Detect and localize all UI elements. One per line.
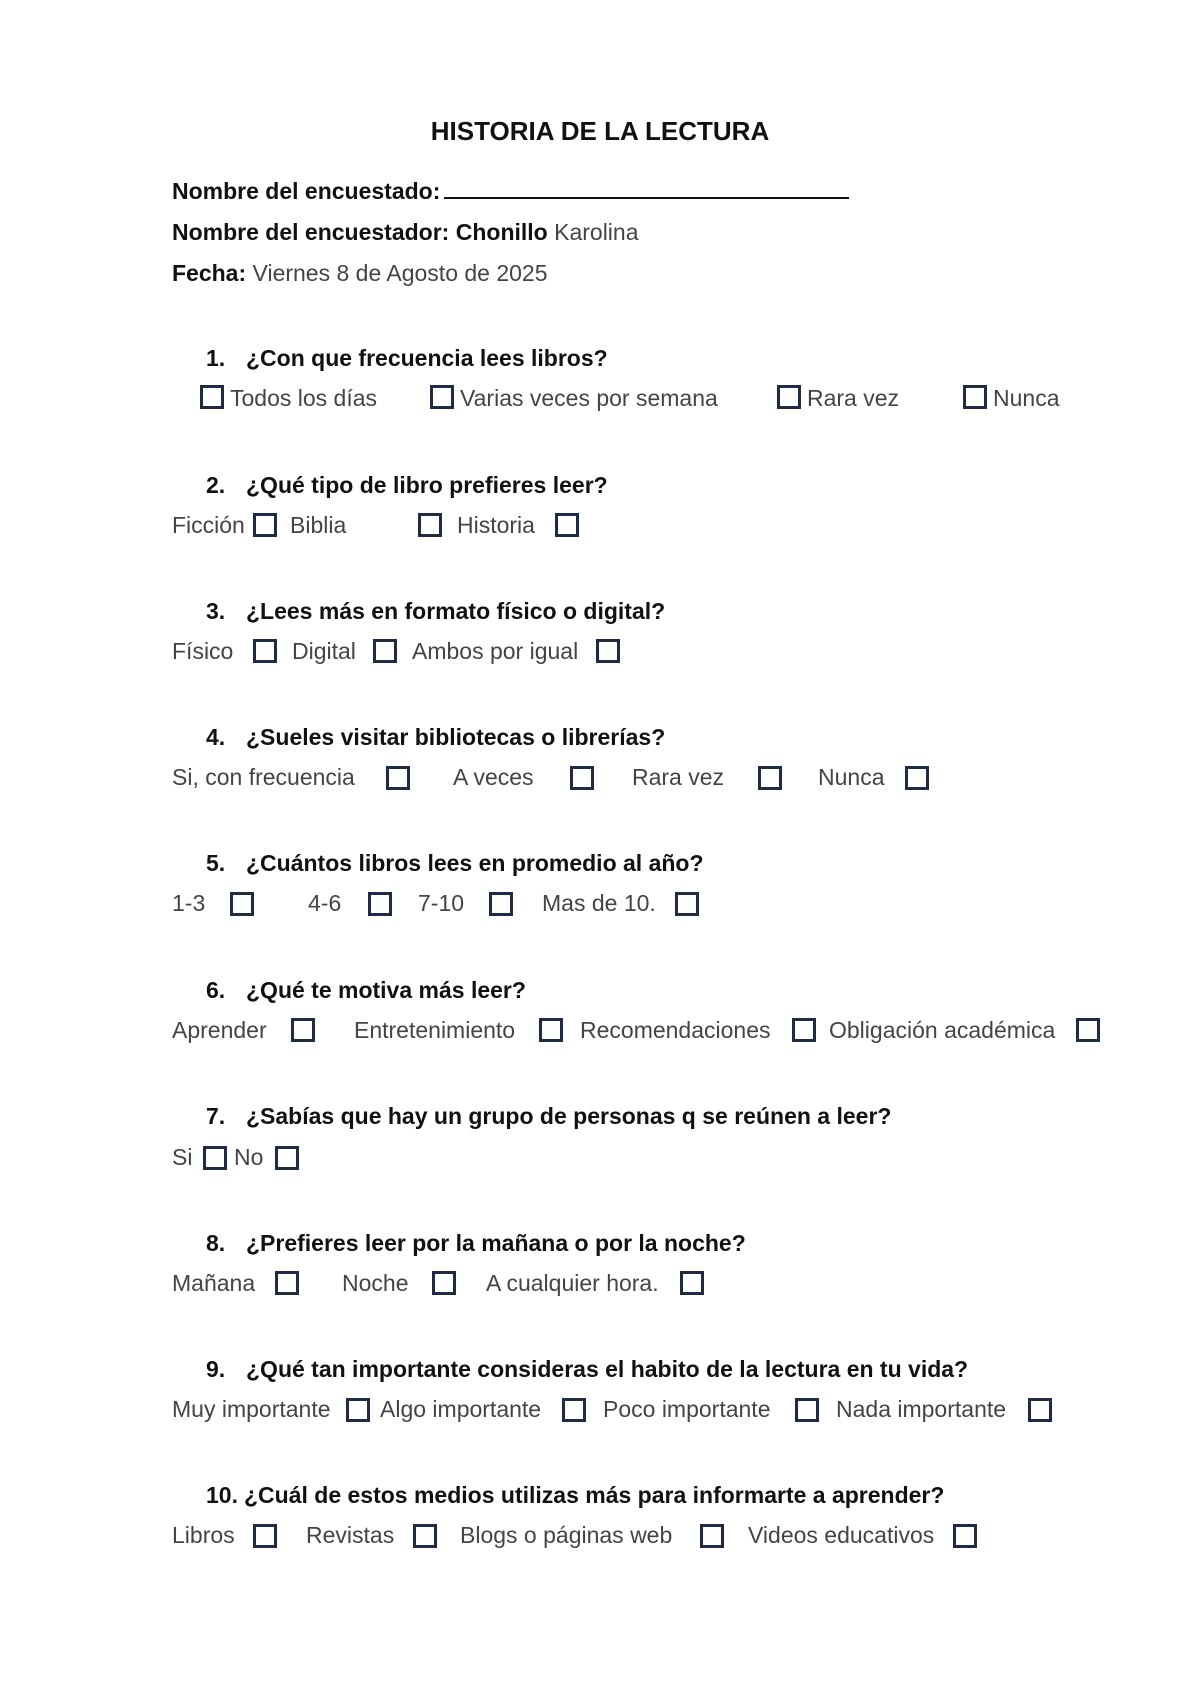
question-number: 6. [206,977,226,1003]
checkbox-no[interactable] [275,1146,299,1170]
checkbox-todos-los-dias[interactable] [200,385,224,409]
checkbox-7-10[interactable] [489,892,513,916]
checkbox-fisico[interactable] [253,639,277,663]
interviewer-label: Nombre del encuestador: [172,219,450,245]
option-label: Videos educativos [748,1522,935,1548]
question-number: 4. [206,724,226,750]
option-label: Nunca [818,764,885,790]
question-4 [206,724,665,751]
checkbox-biblia[interactable] [418,513,442,537]
checkbox-a-veces[interactable] [570,766,594,790]
checkbox-obligacion-academica[interactable] [1076,1018,1100,1042]
option-label: Mañana [172,1270,256,1296]
checkbox-videos-educativos[interactable] [953,1524,977,1548]
option-label: Libros [172,1522,235,1548]
checkbox-ficcion[interactable] [253,513,277,537]
option-label: Rara vez [632,764,725,790]
interviewer-name-line [172,219,639,246]
question-number: 7. [206,1103,226,1129]
checkbox-rara-vez[interactable] [777,385,801,409]
checkbox-poco-importante[interactable] [795,1398,819,1422]
option-label: Si, con frecuencia [172,764,355,790]
checkbox-libros[interactable] [253,1524,277,1548]
checkbox-1-3[interactable] [230,892,254,916]
option-label: Aprender [172,1017,267,1043]
option-label: Mas de 10. [542,890,656,916]
option-label: 4-6 [308,890,342,916]
checkbox-digital[interactable] [373,639,397,663]
question-text: ¿Prefieres leer por la mañana o por la noche? [246,1230,746,1256]
question-text: ¿Qué te motiva más leer? [246,977,526,1003]
checkbox-entretenimiento[interactable] [539,1018,563,1042]
option-label: Varias veces por semana [460,385,718,411]
page-title: HISTORIA DE LA LECTURA [430,116,770,146]
checkbox-cualquier-hora[interactable] [680,1271,704,1295]
option-label: Recomendaciones [580,1017,771,1043]
checkbox-historia[interactable] [555,513,579,537]
checkbox-muy-importante[interactable] [346,1398,370,1422]
checkbox-aprender[interactable] [291,1018,315,1042]
option-label: Digital [292,638,356,664]
checkbox-si[interactable] [203,1146,227,1170]
checkbox-rara-vez-4[interactable] [758,766,782,790]
question-text: ¿Qué tipo de libro prefieres leer? [246,472,608,498]
checkbox-recomendaciones[interactable] [792,1018,816,1042]
option-label: Muy importante [172,1396,331,1422]
respondent-name-line [172,178,849,205]
question-text: ¿Lees más en formato físico o digital? [246,598,666,624]
question-3 [206,598,665,625]
option-label: No [234,1144,264,1170]
option-label: Noche [342,1270,409,1296]
option-label: Todos los días [230,385,378,411]
option-label: 7-10 [418,890,465,916]
option-label: 1-3 [172,890,206,916]
interviewer-last-name: Karolina [554,219,639,245]
respondent-label: Nombre del encuestado: [172,178,441,204]
question-number: 2. [206,472,226,498]
option-label: Ficción [172,512,245,538]
option-label: Obligación académica [829,1017,1056,1043]
option-label: A cualquier hora. [486,1270,659,1296]
checkbox-nada-importante[interactable] [1028,1398,1052,1422]
question-text: ¿Qué tan importante consideras el habito de la lectura en tu vida? [246,1356,969,1382]
option-label: Si [172,1144,193,1170]
question-number: 1. [206,345,226,371]
question-number: 8. [206,1230,226,1256]
option-label: Blogs o páginas web [460,1522,673,1548]
interviewer-first-name: Chonillo [455,219,548,245]
checkbox-mas-de-10[interactable] [675,892,699,916]
respondent-name-field[interactable] [444,179,849,199]
question-1 [206,345,608,372]
question-6 [206,977,526,1004]
option-label: Rara vez [807,385,900,411]
question-text: ¿Cuántos libros lees en promedio al año? [246,850,704,876]
question-number: 3. [206,598,226,624]
option-label: Físico [172,638,234,664]
option-label: Biblia [290,512,347,538]
date-line [172,260,548,287]
option-label: Nunca [993,385,1060,411]
checkbox-manana[interactable] [275,1271,299,1295]
checkbox-revistas[interactable] [413,1524,437,1548]
option-label: Poco importante [603,1396,771,1422]
option-label: A veces [453,764,534,790]
question-2 [206,472,608,499]
option-label: Revistas [306,1522,395,1548]
question-text: ¿Sabías que hay un grupo de personas q se reúnen a leer? [246,1103,892,1129]
checkbox-4-6[interactable] [368,892,392,916]
question-7 [206,1103,891,1130]
question-text: ¿Sueles visitar bibliotecas o librerías? [246,724,666,750]
question-8 [206,1230,746,1257]
question-5 [206,850,704,877]
checkbox-blogs[interactable] [700,1524,724,1548]
date-value: Viernes 8 de Agosto de 2025 [252,260,548,286]
option-label: Historia [457,512,535,538]
option-label: Entretenimiento [354,1017,516,1043]
date-label: Fecha: [172,260,247,286]
checkbox-con-frecuencia[interactable] [386,766,410,790]
checkbox-nunca-4[interactable] [905,766,929,790]
question-9 [206,1356,968,1383]
question-number: 10. [206,1482,238,1508]
question-number: 9. [206,1356,226,1382]
question-number: 5. [206,850,226,876]
question-10 [206,1482,944,1509]
checkbox-ambos[interactable] [596,639,620,663]
option-label: Nada importante [836,1396,1007,1422]
option-label: Algo importante [380,1396,542,1422]
option-label: Ambos por igual [412,638,579,664]
question-text: ¿Con que frecuencia lees libros? [246,345,608,371]
checkbox-varias-veces[interactable] [430,385,454,409]
checkbox-algo-importante[interactable] [562,1398,586,1422]
question-text: ¿Cuál de estos medios utilizas más para informarte a aprender? [244,1482,945,1508]
checkbox-nunca[interactable] [963,385,987,409]
checkbox-noche[interactable] [432,1271,456,1295]
